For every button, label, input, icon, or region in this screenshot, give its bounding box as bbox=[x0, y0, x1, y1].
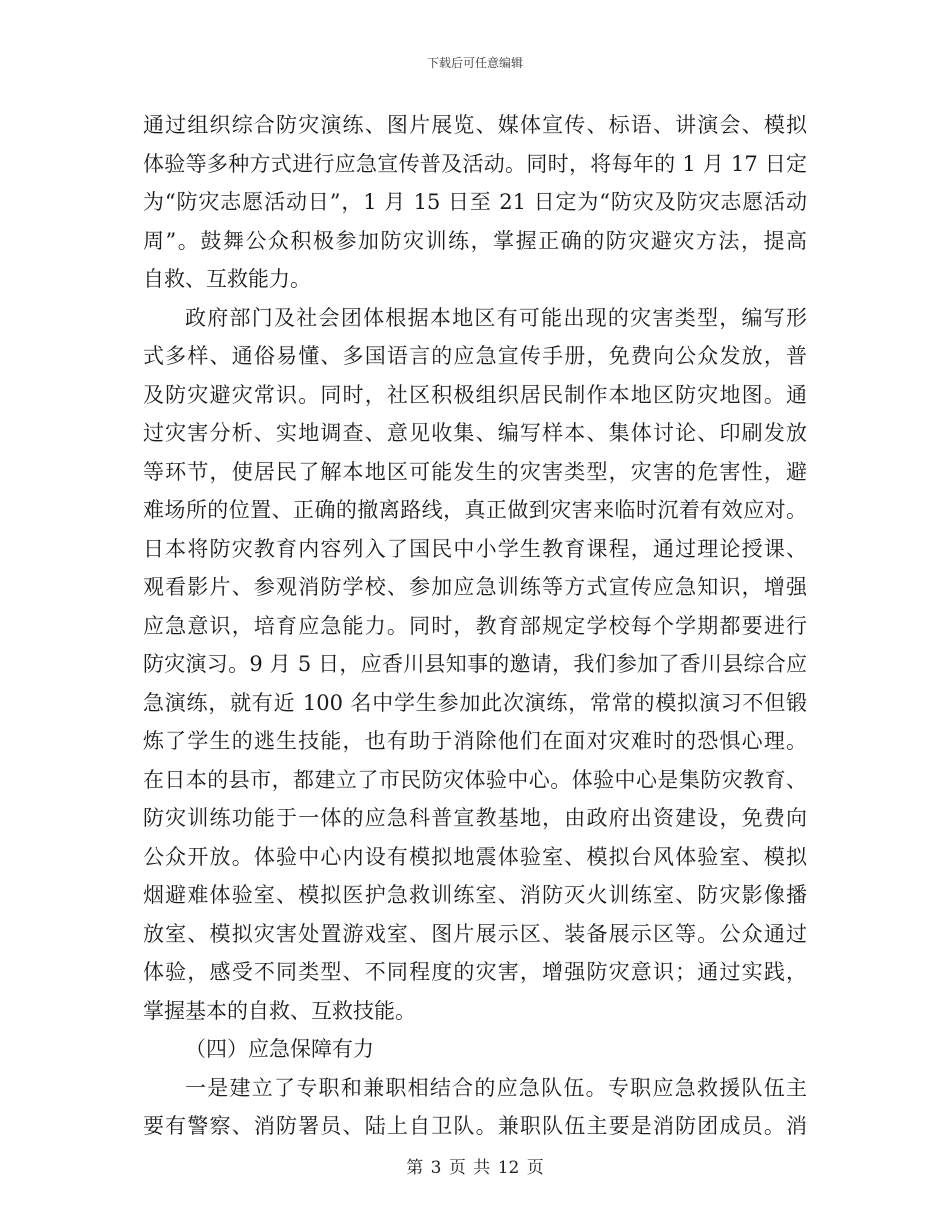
text-line: 炼了学生的逃生技能，也有助于消除他们在面对灾难时的恐惧心理。 bbox=[143, 729, 807, 753]
text-line: 体验等多种方式进行应急宣传普及活动。同时，将每年的 1 月 17 日定 bbox=[143, 151, 807, 176]
text-line: 应急意识，培育应急能力。同时，教育部规定学校每个学期都要进行 bbox=[143, 613, 807, 638]
text-line: 烟避难体验室、模拟医护急救训练室、消防灭火训练室、防灾影像播 bbox=[143, 883, 807, 907]
text-line: 公众开放。体验中心内设有模拟地震体验室、模拟台风体验室、模拟 bbox=[143, 844, 807, 869]
text-line: 过灾害分析、实地调查、意见收集、编写样本、集体讨论、印刷发放 bbox=[143, 421, 807, 445]
text-line: 防灾训练功能于一体的应急科普宣教基地，由政府出资建设，免费向 bbox=[143, 806, 807, 830]
text-line: 放室、模拟灾害处置游戏室、图片展示区、装备展示区等。公众通过 bbox=[143, 921, 807, 946]
text-line: 难场所的位置、正确的撤离路线，真正做到灾害来临时沉着有效应对。 bbox=[143, 498, 807, 522]
document-body bbox=[143, 106, 807, 1146]
text-line: 观看影片、参观消防学校、参加应急训练等方式宣传应急知识，增强 bbox=[143, 575, 807, 599]
text-line: 通过组织综合防灾演练、图片展览、媒体宣传、标语、讲演会、模拟 bbox=[143, 113, 807, 137]
text-line: 一是建立了专职和兼职相结合的应急队伍。专职应急救援队伍主 bbox=[185, 1075, 807, 1100]
text-line: 等环节，使居民了解本地区可能发生的灾害类型，灾害的危害性，避 bbox=[143, 459, 807, 484]
text-line: 为“防灾志愿活动日”，1 月 15 日至 21 日定为“防灾及防灾志愿活动 bbox=[143, 190, 807, 214]
text-line: 周”。鼓舞公众积极参加防灾训练，掌握正确的防灾避灾方法，提高 bbox=[143, 228, 807, 253]
text-line: 及防灾避灾常识。同时，社区积极组织居民制作本地区防灾地图。通 bbox=[143, 382, 807, 407]
text-line: 要有警察、消防署员、陆上自卫队。兼职队伍主要是消防团成员。消 bbox=[143, 1114, 807, 1138]
text-line: 式多样、通俗易懂、多国语言的应急宣传手册，免费向公众发放，普 bbox=[143, 344, 807, 368]
text-line: 急演练，就有近 100 名中学生参加此次演练，常常的模拟演习不但锻 bbox=[143, 690, 807, 715]
text-line: 防灾演习。9 月 5 日，应香川县知事的邀请，我们参加了香川县综合应 bbox=[143, 652, 807, 676]
text-line: 掌握基本的自救、互救技能。 bbox=[143, 998, 416, 1023]
text-line: 日本将防灾教育内容列入了国民中小学生教育课程，通过理论授课、 bbox=[143, 536, 807, 561]
text-line: 体验，感受不同类型、不同程度的灾害，增强防灾意识；通过实践， bbox=[143, 960, 807, 984]
page-number: 第 3 页 共 12 页 bbox=[406, 1158, 544, 1178]
text-line: 在日本的县市，都建立了市民防灾体验中心。体验中心是集防灾教育、 bbox=[143, 767, 807, 792]
text-line: 自救、互救能力。 bbox=[143, 267, 311, 291]
text-line: 政府部门及社会团体根据本地区有可能出现的灾害类型，编写形 bbox=[185, 305, 807, 330]
section-heading: （四）应急保障有力 bbox=[185, 1037, 374, 1061]
page-header-note: 下载后可任意编辑 bbox=[426, 56, 523, 70]
